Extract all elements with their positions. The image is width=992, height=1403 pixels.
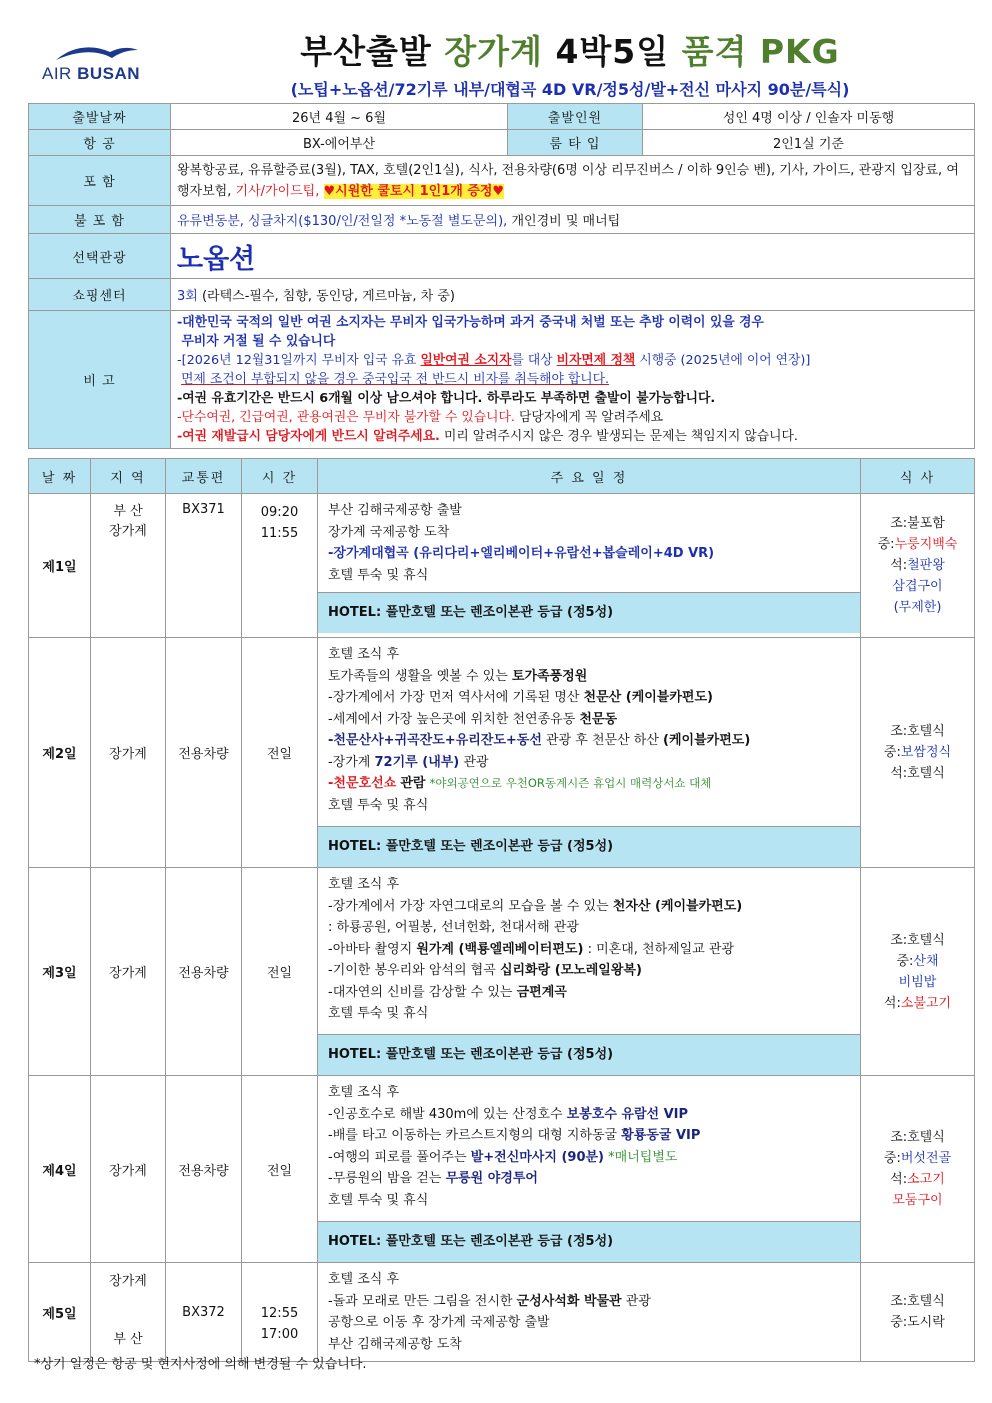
day-label: 제1일	[29, 494, 91, 638]
time-cell: 12:55 17:00	[242, 1263, 318, 1362]
logo-text: AIR BUSAN	[42, 64, 141, 83]
day-label: 제3일	[29, 868, 91, 1076]
note-2: -[2026년 12월31일까지 무비자 입국 유효 일반여권 소지자를 대상 비자면제 정책 시행중 (2025년에 이어 연장)] 면제 조건이 부합되지 않을 경우 중국입국 전 반드시 비자를 취득해야 합니다.	[177, 353, 811, 387]
transport-cell: 전용차량	[166, 638, 242, 868]
time-cell: 전일	[242, 868, 318, 1076]
header-meal: 식 사	[861, 459, 975, 494]
itinerary-cell: 호텔 조식 후 -장가계에서 가장 자연그대로의 모습을 볼 수 있는 천자산 (케이블카편도) : 하룡공원, 어필봉, 선녀헌화, 천대서해 관광 -아바타 촬영지 원가계 (백룡엘레베이터편도) : 미혼대, 천하제일교 관광 -기이한 봉우리와 암석의 협곡 십리화랑 (모노레일왕복) -대자연의 신비를 감상할 수 있는 금편계곡 호텔 투숙 및 휴식 HOTEL: 풀만호텔 또는 렌조이본관 등급 (정5성)	[318, 868, 861, 1076]
include-value: 왕복항공료, 유류할증료(3월), TAX, 호텔(2인1실), 식사, 전용차량(6명 이상 리무진버스 / 이하 9인승 벤), 기사, 가이드, 관광지 입장료, 여행자보험, 기사/가이드팁, ♥시원한 쿨토시 1인1개 증정♥	[171, 156, 975, 206]
info-row-airline	[29, 130, 975, 156]
header-transport: 교통편	[166, 459, 242, 494]
info-row-exclude	[29, 206, 975, 234]
page-title: 부산출발 장가계 4박5일 품격 PKG	[300, 32, 840, 71]
info-row-depart	[29, 104, 975, 130]
notes-value	[171, 311, 975, 449]
transport-cell: BX372	[166, 1263, 242, 1362]
header-itinerary: 주 요 일 정	[318, 459, 861, 494]
shop-value: 3회 (라텍스-필수, 침향, 동인당, 게르마늄, 차 중)	[171, 279, 975, 311]
schedule-header-row	[29, 459, 975, 494]
region-cell: 장가계	[91, 1076, 166, 1263]
depart-value: 26년 4월 ~ 6월	[171, 104, 508, 130]
header-region: 지 역	[91, 459, 166, 494]
people-label: 출발인원	[508, 104, 643, 130]
page-subtitle: (노팁+노옵션/72기루 내부/대협곡 4D VR/정5성/발+전신 마사지 90분/특식)	[290, 80, 850, 99]
day-label: 제2일	[29, 638, 91, 868]
region-cell: 부 산 장가계	[91, 494, 166, 638]
region-cell: 장가계	[91, 868, 166, 1076]
hotel-info: HOTEL: 풀만호텔 또는 렌조이본관 등급 (정5성)	[318, 1034, 860, 1075]
hotel-info: HOTEL: 풀만호텔 또는 렌조이본관 등급 (정5성)	[318, 1221, 860, 1262]
time-cell: 09:20 11:55	[242, 494, 318, 638]
header-date: 날 짜	[29, 459, 91, 494]
room-label: 룸 타 입	[508, 130, 643, 156]
day-row-4	[29, 1076, 975, 1263]
info-row-notes	[29, 311, 975, 449]
meal-cell: 조:호텔식 중:보쌈정식 석:호텔식	[861, 638, 975, 868]
bird-logo-icon	[52, 42, 142, 64]
note-1: -대한민국 국적의 일반 여권 소지자는 무비자 입국가능하며 과거 중국내 처벌 또는 추방 이력이 있을 경우 무비자 거절 될 수 있습니다	[177, 315, 764, 349]
itinerary-cell: 호텔 조식 후 -인공호수로 해발 430m에 있는 산정호수 보봉호수 유람선 VIP -배를 타고 이동하는 카르스트지형의 대형 지하동굴 황룡동굴 VIP -여행의 피로를 풀어주는 발+전신마사지 (90분) *매너팁별도 -무릉원의 밤을 걷는 무릉원 야경투어 호텔 투숙 및 휴식 HOTEL: 풀만호텔 또는 렌조이본관 등급 (정5성)	[318, 1076, 861, 1263]
meal-cell: 조:호텔식 중:산채 비빔밥 석:소불고기	[861, 868, 975, 1076]
footnote: *상기 일정은 항공 및 현지사정에 의해 변경될 수 있습니다.	[34, 1357, 367, 1372]
meal-cell: 조:호텔식 중:버섯전골 석:소고기 모둠구이	[861, 1076, 975, 1263]
people-value: 성인 4명 이상 / 인솔자 미동행	[643, 104, 975, 130]
info-row-shopping	[29, 279, 975, 311]
itinerary-cell: 부산 김해국제공항 출발 장가계 국제공항 도착 -장가계대협곡 (유리다리+엘리베이터+유람선+봅슬레이+4D VR) 호텔 투숙 및 휴식 HOTEL: 풀만호텔 또는 렌조이본관 등급 (정5성)	[318, 494, 861, 638]
region-cell: 장가계 부 산	[91, 1263, 166, 1362]
air-busan-logo	[42, 42, 162, 90]
region-cell: 장가계	[91, 638, 166, 868]
option-label: 선택관광	[29, 234, 171, 279]
info-row-option	[29, 234, 975, 279]
note-3: -여권 유효기간은 반드시 6개월 이상 남으셔야 합니다. 하루라도 부족하면 출발이 불가능합니다.	[177, 391, 716, 406]
schedule-table	[28, 458, 975, 1362]
day-row-3	[29, 868, 975, 1076]
include-label: 포 함	[29, 156, 171, 206]
transport-cell: 전용차량	[166, 868, 242, 1076]
hotel-info: HOTEL: 풀만호텔 또는 렌조이본관 등급 (정5성)	[318, 592, 860, 633]
itinerary-cell: 호텔 조식 후 -돌과 모래로 만든 그림을 전시한 군성사석화 박물관 관광 공항으로 이동 후 장가계 국제공항 출발 부산 김해국제공항 도착	[318, 1263, 861, 1362]
itinerary-cell: 호텔 조식 후 토가족들의 생활을 옛볼 수 있는 토가족풍정원 -장가계에서 가장 먼저 역사서에 기록된 명산 천문산 (케이블카편도) -세계에서 가장 높은곳에 위치한 천연종유동 천문동 -천문산사+귀곡잔도+유리잔도+동선 관광 후 천문산 하산 (케이블카편도) -장가계 72기루 (내부) 관광 -천문호선쇼 관람 *야외공연으로 우천OR동계시즌 휴업시 매력상서쇼 대체 호텔 투숙 및 휴식 HOTEL: 풀만호텔 또는 렌조이본관 등급 (정5성)	[318, 638, 861, 868]
airline-value: BX-에어부산	[171, 130, 508, 156]
header-time: 시 간	[242, 459, 318, 494]
meal-cell: 조:호텔식 중:도시락	[861, 1263, 975, 1362]
exclude-value: 유류변동분, 싱글차지($130/인/전일정 *노동절 별도문의), 개인경비 및 매너팁	[171, 206, 975, 234]
room-value: 2인1실 기준	[643, 130, 975, 156]
transport-cell: 전용차량	[166, 1076, 242, 1263]
info-row-include	[29, 156, 975, 206]
shop-label: 쇼핑센터	[29, 279, 171, 311]
day-row-5	[29, 1263, 975, 1362]
day-row-1	[29, 494, 975, 638]
meal-cell: 조:불포함 중:누룽지백숙 석:철판왕 삼겹구이 (무제한)	[861, 494, 975, 638]
hotel-info: HOTEL: 풀만호텔 또는 렌조이본관 등급 (정5성)	[318, 826, 860, 867]
note-label: 비 고	[29, 311, 171, 449]
note-4: -단수여권, 긴급여권, 관용여권은 무비자 불가할 수 있습니다. 담당자에게 꼭 알려주세요	[177, 410, 664, 425]
transport-cell: BX371	[166, 494, 242, 638]
time-cell: 전일	[242, 1076, 318, 1263]
note-5: -여권 재발급시 담당자에게 반드시 알려주세요. 미리 알려주시지 않은 경우 발생되는 문제는 책임지지 않습니다.	[177, 429, 798, 444]
option-value: 노옵션	[171, 234, 975, 279]
day-label: 제4일	[29, 1076, 91, 1263]
time-cell: 전일	[242, 638, 318, 868]
exclude-label: 불 포 함	[29, 206, 171, 234]
info-table	[28, 103, 975, 449]
airline-label: 항 공	[29, 130, 171, 156]
free-gift-highlight: ♥시원한 쿨토시 1인1개 증정♥	[323, 183, 505, 199]
depart-label: 출발날짜	[29, 104, 171, 130]
day-label: 제5일	[29, 1263, 91, 1362]
day-row-2	[29, 638, 975, 868]
